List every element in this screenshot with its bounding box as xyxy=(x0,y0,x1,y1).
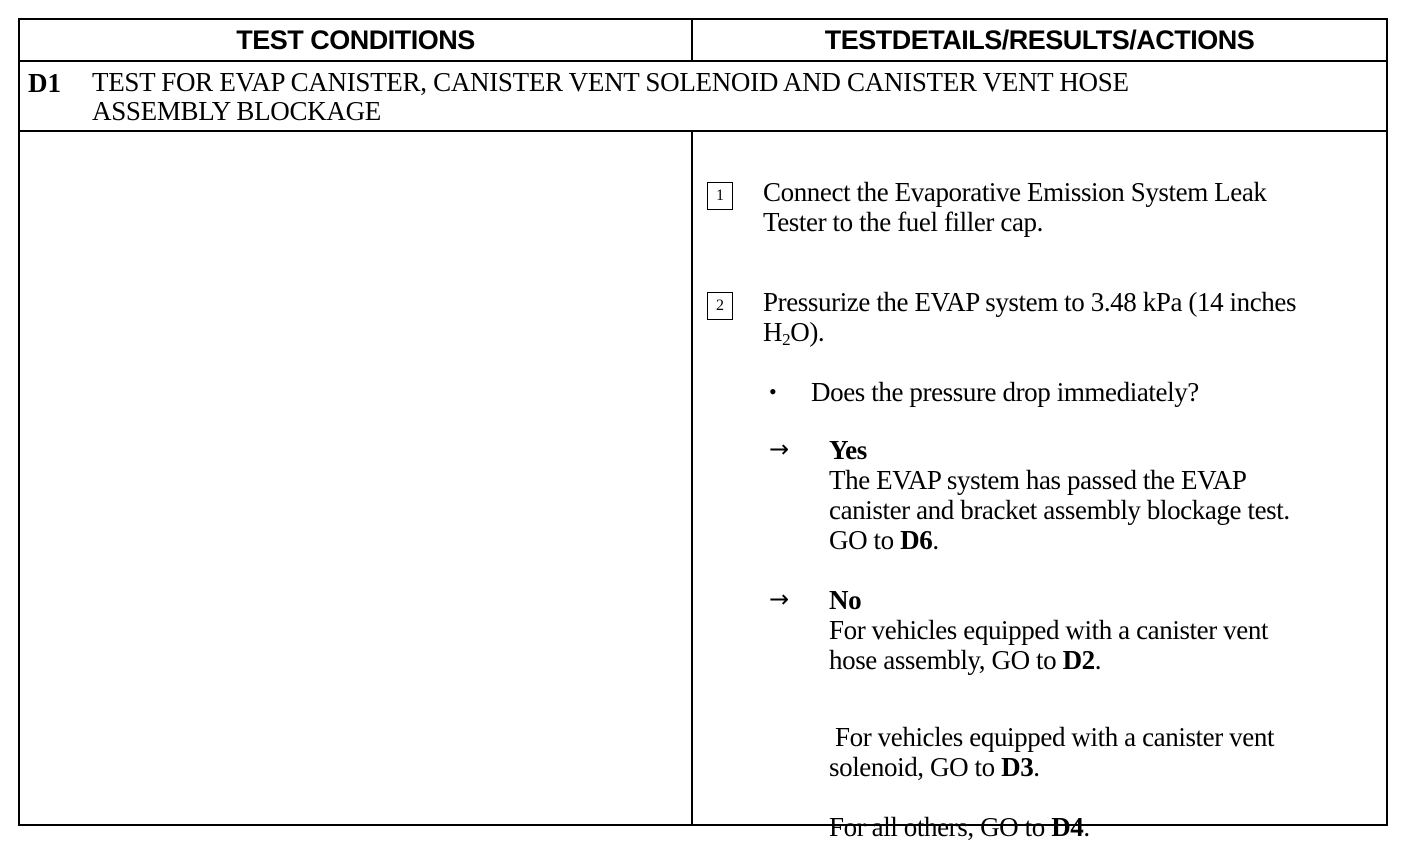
period: . xyxy=(1094,645,1102,675)
no-a-ref: D2 xyxy=(1062,645,1095,675)
action-item-1-line2: Tester to the fuel filler cap. xyxy=(763,207,1043,237)
step-number-box-1: 1 xyxy=(707,182,733,210)
test-conditions-cell xyxy=(20,132,693,824)
table-header-row xyxy=(20,20,1386,62)
header-test-details: TESTDETAILS/RESULTS/ACTIONS xyxy=(824,24,1255,55)
period: . xyxy=(1083,812,1090,842)
period: . xyxy=(1033,752,1040,782)
step-title-line2: ASSEMBLY BLOCKAGE xyxy=(92,96,381,126)
question-text: Does the pressure drop immediately? xyxy=(811,377,1199,407)
step-title-row xyxy=(20,62,1386,132)
action-item-1 xyxy=(763,177,1267,237)
action-item-1-line1: Connect the Evaporative Emission System Leak xyxy=(763,177,1267,207)
subscript-2: 2 xyxy=(782,330,791,349)
arrow-right-icon: → xyxy=(769,585,790,613)
step-number-box-2: 2 xyxy=(707,292,733,320)
no-label: No xyxy=(829,585,862,615)
no-result xyxy=(829,585,1268,675)
no-c-line xyxy=(829,812,1090,842)
yes-goto-ref: D6 xyxy=(900,525,933,555)
yes-goto-period: . xyxy=(932,525,939,555)
no-a-line1: For vehicles equipped with a canister vent xyxy=(829,615,1269,645)
step-id: D1 xyxy=(28,68,61,98)
yes-line2: canister and bracket assembly blockage test. xyxy=(829,495,1290,525)
no-b-line1: For vehicles equipped with a canister vent xyxy=(835,722,1275,752)
o-text: O). xyxy=(790,317,825,347)
no-b-goto-text: solenoid, GO to xyxy=(829,752,1002,782)
h-text: H xyxy=(763,317,783,347)
action-item-2 xyxy=(763,287,1296,347)
test-table xyxy=(18,18,1388,842)
bullet-icon: • xyxy=(769,379,777,404)
action-item-2-line1: Pressurize the EVAP system to 3.48 kPa (14 inches xyxy=(763,287,1297,317)
yes-line1: The EVAP system has passed the EVAP xyxy=(829,465,1247,495)
yes-goto xyxy=(829,525,1290,555)
test-details-cell xyxy=(693,132,1386,842)
step-title xyxy=(92,68,1352,126)
header-test-conditions: TEST CONDITIONS xyxy=(20,20,693,60)
no-c-goto-text: For all others, GO to xyxy=(829,812,1052,842)
no-a-goto-text: hose assembly, GO to xyxy=(829,645,1063,675)
yes-label: Yes xyxy=(829,435,867,465)
yes-result xyxy=(829,435,1290,555)
no-b-ref: D3 xyxy=(1001,752,1034,782)
yes-goto-text: GO to xyxy=(829,525,901,555)
step-title-line1: TEST FOR EVAP CANISTER, CANISTER VENT SOLENOID AND CANISTER VENT HOSE xyxy=(92,67,1129,97)
no-b-line2 xyxy=(829,752,1040,782)
no-a-line2 xyxy=(829,645,1268,675)
arrow-right-icon: → xyxy=(769,435,790,463)
action-item-2-line2 xyxy=(763,317,1296,347)
no-c-ref: D4 xyxy=(1051,812,1084,842)
